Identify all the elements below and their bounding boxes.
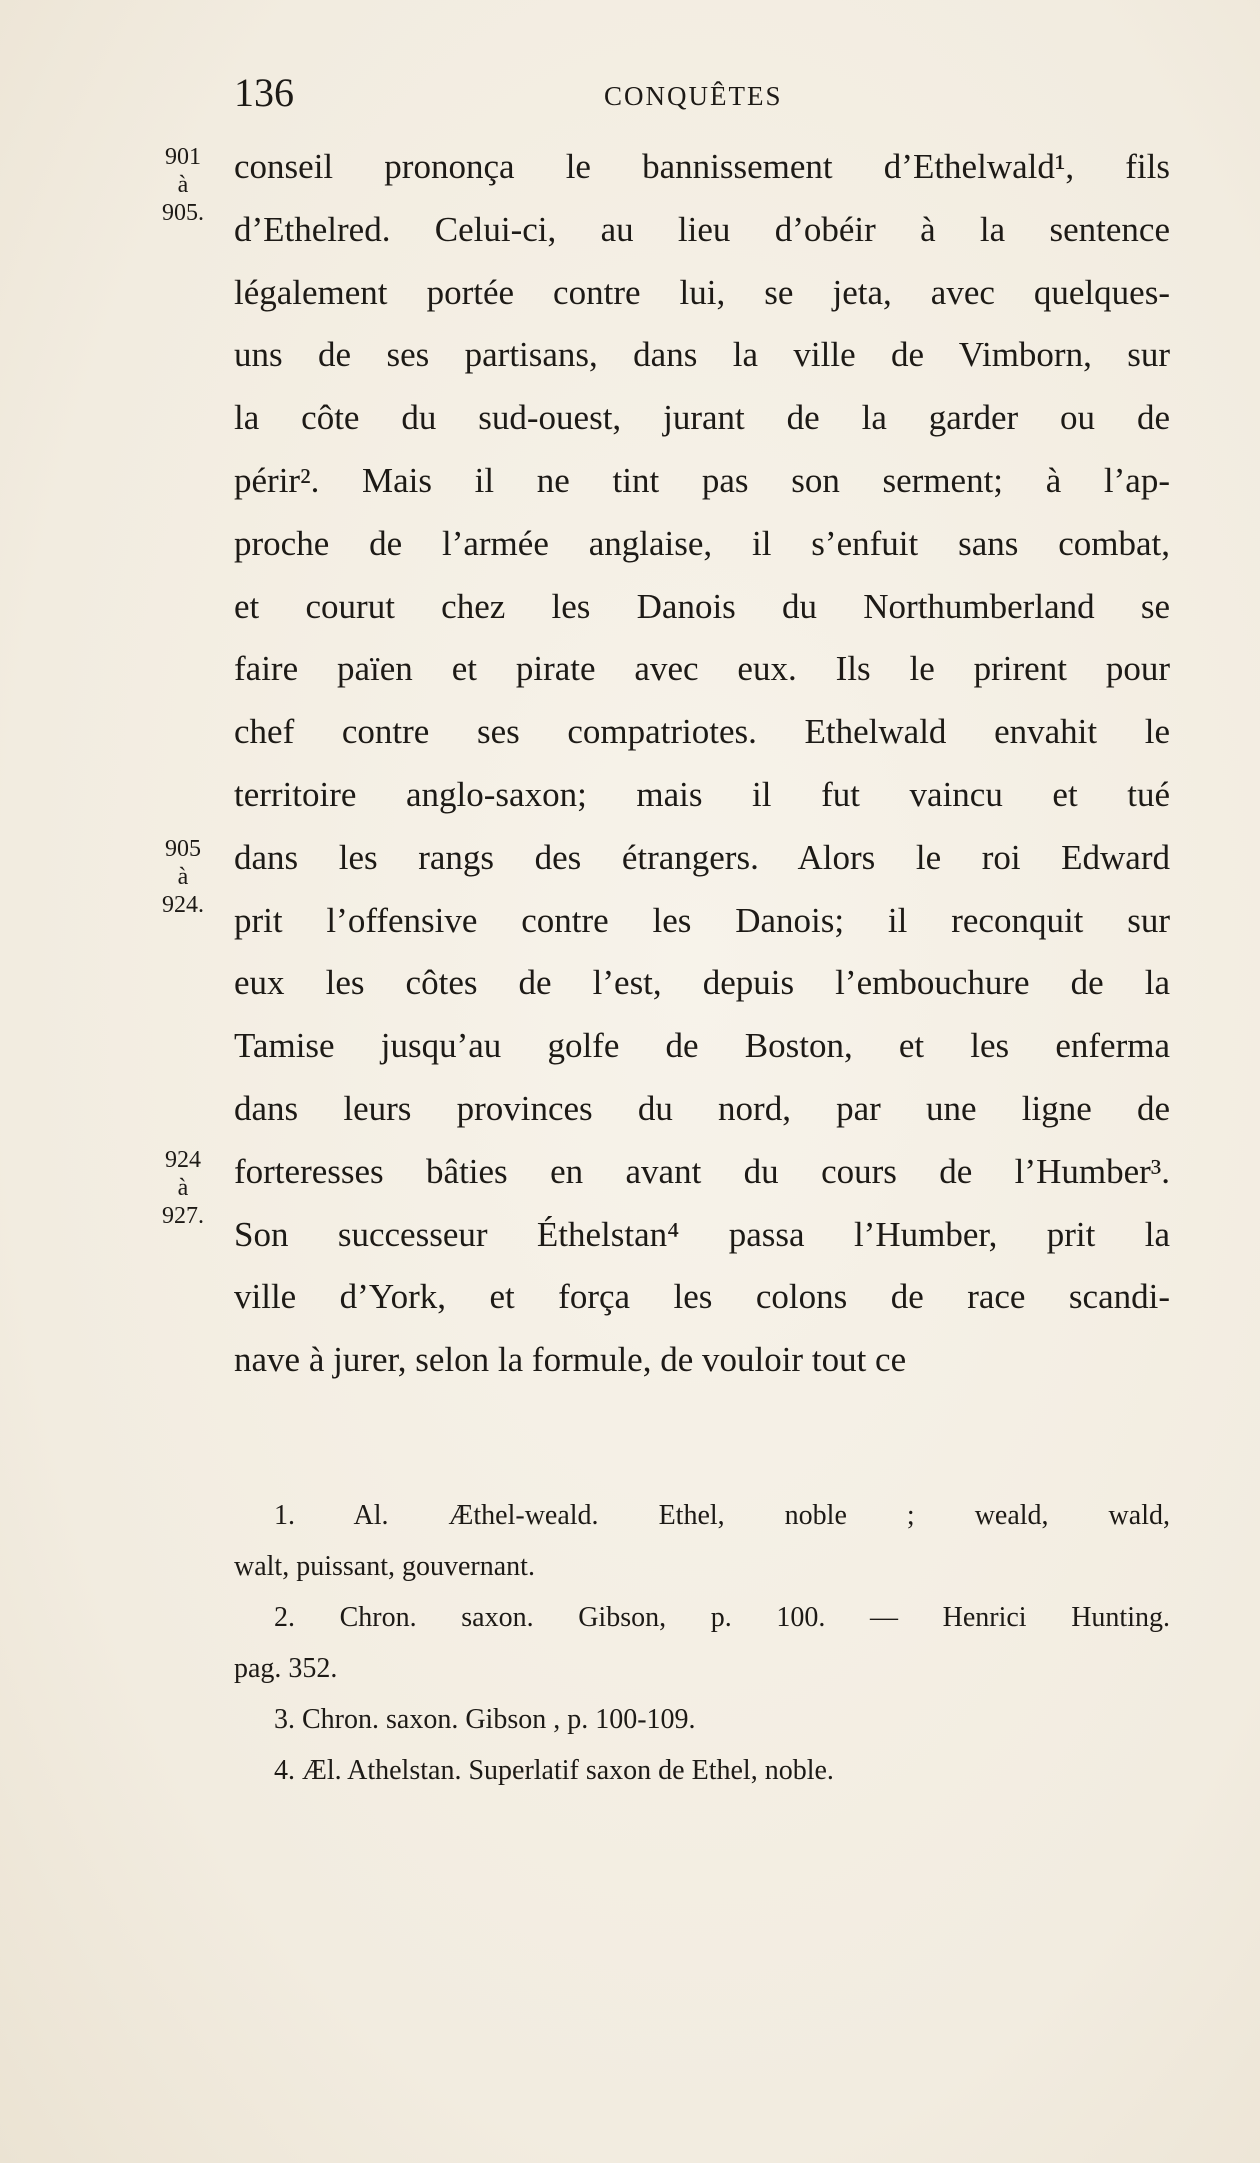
footnote-line: pag. 352. [234,1653,338,1684]
body-line: Son successeur Éthelstan⁴ passa l’Humber, prit la [234,1214,1170,1254]
running-title: CONQUÊTES [604,81,783,111]
page-number: 136 [234,70,294,115]
body-line: légalement portée contre lui, se jeta, avec quelques- [234,272,1170,312]
footnote-line: 1. Al. Æthel-weald. Ethel, noble ; weald, wald, [274,1500,1170,1531]
margin-note-to: 905. [162,200,204,226]
body-line: périr². Mais il ne tint pas son serment; à l’ap- [234,460,1170,500]
body-line: proche de l’armée anglaise, il s’enfuit sans combat, [234,523,1170,563]
footnote-line: 4. Æl. Athelstan. Superlatif saxon de Ethel, noble. [274,1755,834,1786]
body-line: Tamise jusqu’au golfe de Boston, et les enferma [234,1026,1170,1066]
margin-note-sep: à [177,1175,189,1201]
body-line: ville d’York, et força les colons de race scandi- [234,1277,1170,1317]
body-line: conseil prononça le bannissement d’Ethelwald¹, fils [234,147,1170,186]
footnote-line: 2. Chron. saxon. Gibson, p. 100. — Henrici Hunting. [274,1602,1170,1633]
body-line: dans les rangs des étrangers. Alors le roi Edward [234,837,1170,877]
body-line: faire païen et pirate avec eux. Ils le prirent pour [234,649,1170,689]
margin-note-sep: à [177,864,189,890]
footnotes [234,1490,1170,1796]
body-line: la côte du sud-ouest, jurant de la garder ou de [234,398,1170,438]
body-line: uns de ses partisans, dans la ville de Vimborn, sur [234,335,1170,375]
body-line: eux les côtes de l’est, depuis l’embouchure de la [234,963,1170,1003]
body-text [234,136,1170,1392]
body-line: d’Ethelred. Celui-ci, au lieu d’obéir à la sentence [234,209,1170,249]
margin-note-924-927 [138,1146,228,1230]
body-line: dans leurs provinces du nord, par une ligne de [234,1088,1170,1128]
body-line: chef contre ses compatriotes. Ethelwald envahit le [234,712,1170,752]
margin-note-905-924 [138,835,228,919]
margin-note-901-905 [138,143,228,227]
footnote-line: 3. Chron. saxon. Gibson , p. 100-109. [274,1704,696,1735]
body-line: prit l’offensive contre les Danois; il reconquit sur [234,900,1170,940]
page-header [234,68,1124,118]
margin-note-to: 924. [162,892,204,918]
margin-note-to: 927. [162,1203,204,1229]
margin-note-sep: à [177,172,189,198]
margin-note-from: 905 [165,836,201,862]
margin-note-from: 901 [165,144,201,170]
body-line: forteresses bâties en avant du cours de l’Humber³. [234,1151,1170,1191]
margin-note-from: 924 [165,1147,201,1173]
body-line: et courut chez les Danois du Northumberland se [234,586,1170,626]
body-line: nave à jurer, selon la formule, de vouloir tout ce [234,1340,907,1380]
body-line: territoire anglo-saxon; mais il fut vaincu et tué [234,774,1170,814]
footnote-line: walt, puissant, gouvernant. [234,1551,535,1582]
